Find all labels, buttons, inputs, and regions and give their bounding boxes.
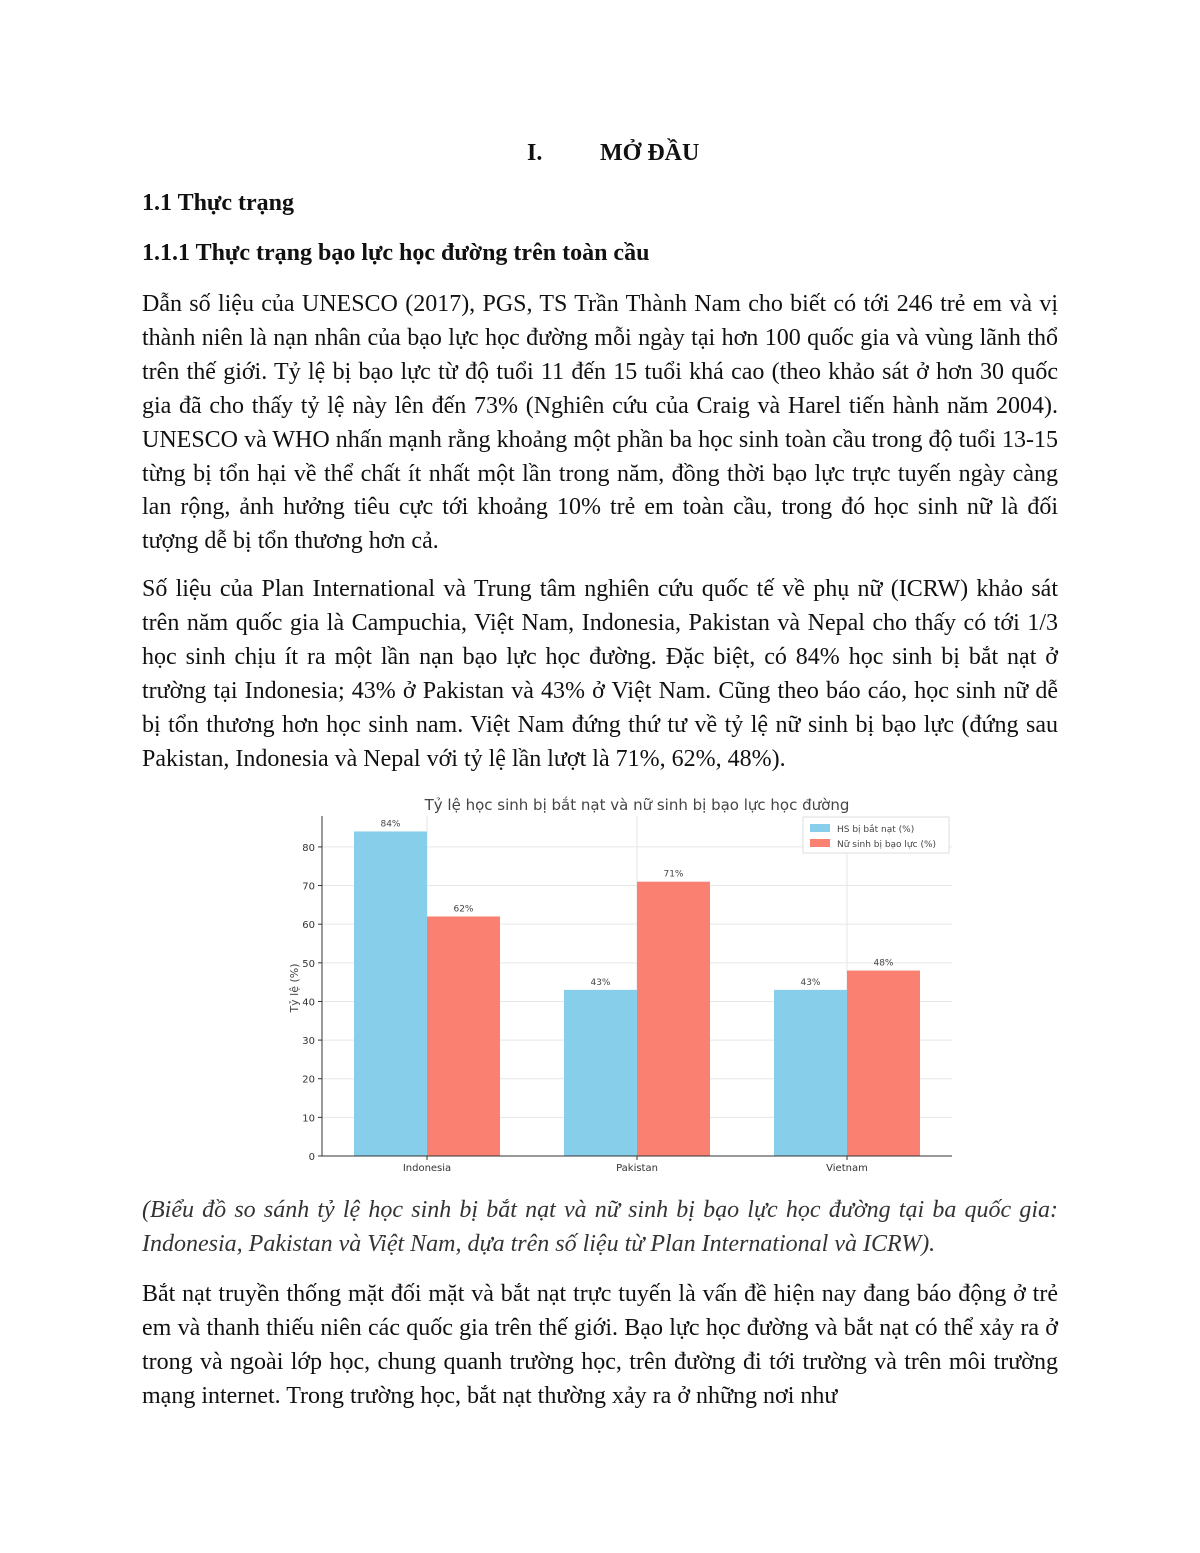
paragraph-bullying-forms: Bắt nạt truyền thống mặt đối mặt và bắt nạt trực tuyến là vấn đề hiện nay đang báo động ở trẻ em và thanh thiếu niên các quốc gia trên thế giới. Bạo lực học đường và bắt nạt có thể xảy ra ở trong và ngoài lớp học, chung quanh trường học, trên đường đi tới trường và trên môi trường mạng internet. Trong trường học, bắt nạt thường xảy ra ở những nơi như: [142, 1281, 1058, 1409]
legend-swatch-bullied: [810, 824, 830, 832]
bar-indonesia-series-1: [354, 831, 427, 1156]
bar-data-label: 62%: [453, 904, 474, 915]
legend-label-female-violence: Nữ sinh bị bạo lực (%): [837, 840, 937, 850]
legend-label-bullied: HS bị bắt nạt (%): [837, 825, 915, 835]
section-heading: 1.1 Thực trạng: [142, 190, 294, 216]
bar-data-label: 48%: [873, 958, 894, 969]
bar-data-label: 71%: [663, 869, 684, 880]
bar-indonesia-series-2: [427, 916, 500, 1156]
legend: [803, 817, 949, 853]
bar-data-label: 43%: [590, 977, 611, 988]
y-tick-label: 80: [302, 842, 315, 854]
bar-vietnam-series-1: [774, 990, 847, 1156]
chapter-heading: [142, 140, 1058, 174]
bar-data-label: 84%: [380, 819, 401, 830]
paragraph-plan-international: Số liệu của Plan International và Trung tâm nghiên cứu quốc tế về phụ nữ (ICRW) khảo sát trên năm quốc gia là Campuchia, Việt Nam, Indonesia, Pakistan và Nepal cho thấy có tới 1/3 học sinh chịu ít ra một lần nạn bạo lực học đường. Đặc biệt, có 84% học sinh bị bắt nạt ở trường tại Indonesia; 43% ở Pakistan và 43% ở Việt Nam. Cũng theo báo cáo, học sinh nữ dễ bị tổn thương hơn học sinh nam. Việt Nam đứng thứ tư về tỷ lệ nữ sinh bị bạo lực (đứng sau Pakistan, Indonesia và Nepal với tỷ lệ lần lượt là 71%, 62%, 48%).: [142, 576, 1058, 772]
y-tick-label: 50: [302, 958, 315, 970]
x-tick-label-vietnam: Vietnam: [826, 1163, 868, 1174]
y-tick-label: 60: [302, 920, 315, 932]
chapter-number: I.: [527, 140, 543, 166]
y-tick-label: 40: [302, 997, 315, 1009]
paragraph-unesco: Dẫn số liệu của UNESCO (2017), PGS, TS Trần Thành Nam cho biết có tới 246 trẻ em và vị thành niên là nạn nhân của bạo lực học đường mỗi ngày tại hơn 100 quốc gia và vùng lãnh thổ trên thế giới. Tỷ lệ bị bạo lực từ độ tuổi 11 đến 15 tuổi khá cao (theo khảo sát ở hơn 30 quốc gia đã cho thấy tỷ lệ này lên đến 73% (Nghiên cứu của Craig và Harel tiến hành năm 2004). UNESCO và WHO nhấn mạnh rằng khoảng một phần ba học sinh toàn cầu trong độ tuổi 13-15 từng bị tổn hại về thể chất ít nhất một lần trong năm, đồng thời bạo lực trực tuyến ngày càng lan rộng, ảnh hưởng tiêu cực tới khoảng 10% trẻ em toàn cầu, trong đó học sinh nữ là đối tượng dễ bị tổn thương hơn cả.: [142, 291, 1058, 555]
bar-pakistan-series-1: [564, 990, 637, 1156]
bar-chart: [282, 788, 962, 1178]
y-tick-label: 20: [302, 1074, 315, 1086]
bar-pakistan-series-2: [637, 882, 710, 1156]
y-tick-label: 70: [302, 881, 315, 893]
y-tick-label: 30: [302, 1036, 315, 1048]
chapter-title: MỞ ĐẦU: [600, 140, 700, 166]
bar-vietnam-series-2: [847, 971, 920, 1156]
bar-data-label: 43%: [800, 977, 821, 988]
y-tick-label: 0: [308, 1152, 315, 1163]
bar-chart-svg: [282, 788, 962, 1178]
y-axis-label: Tỷ lệ (%): [288, 963, 301, 1013]
legend-swatch-female-violence: [810, 839, 830, 847]
chart-caption: (Biểu đồ so sánh tỷ lệ học sinh bị bắt nạt và nữ sinh bị bạo lực học đường tại ba quốc gia: Indonesia, Pakistan và Việt Nam, dựa trên số liệu từ Plan International và ICRW).: [142, 1197, 1058, 1257]
chart-title: Tỷ lệ học sinh bị bắt nạt và nữ sinh bị bạo lực học đường: [424, 796, 850, 814]
x-tick-label-indonesia: Indonesia: [402, 1163, 452, 1174]
subsection-heading: 1.1.1 Thực trạng bạo lực học đường trên toàn cầu: [142, 240, 650, 266]
x-tick-label-pakistan: Pakistan: [616, 1163, 658, 1174]
y-tick-label: 10: [302, 1113, 315, 1125]
